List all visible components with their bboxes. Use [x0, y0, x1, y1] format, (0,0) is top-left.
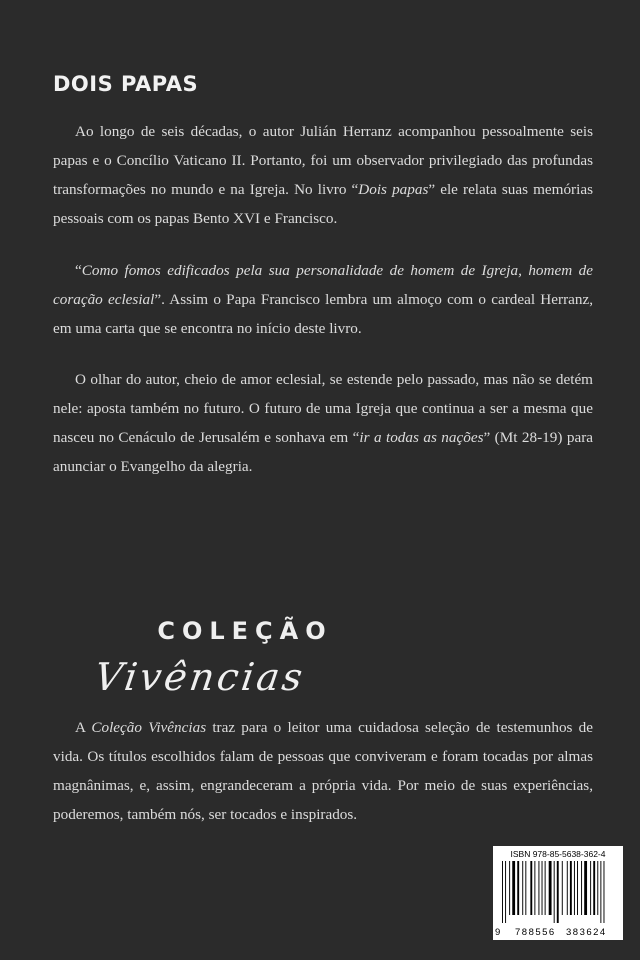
- collection-script-title: Vivências: [91, 655, 309, 699]
- barcode-digits-left: 788556: [515, 927, 556, 938]
- book-title: DOIS PAPAS: [53, 72, 199, 96]
- text-run: ” (Mt 28-19) para anunciar o Evangelho da alegria.: [53, 429, 593, 475]
- text-run: ” ele relata suas memórias pessoais com os papas Bento XVI e Francisco.: [53, 181, 593, 227]
- isbn-label: ISBN 978-85-5638-362-4: [510, 849, 606, 859]
- italic-quote: Como fomos edificados pela sua personalidade de homem de Igreja, homem de coração eclesial: [53, 262, 593, 308]
- collection-description: [53, 713, 593, 829]
- isbn-barcode: [493, 846, 623, 940]
- barcode-bars: [502, 861, 614, 923]
- text-run: ”. Assim o Papa Francisco lembra um almoço com o cardeal Herranz, em uma carta que se encontra no início deste livro.: [53, 291, 593, 337]
- italic-quote: ir a todas as nações: [359, 429, 484, 446]
- collection-label: COLEÇÃO: [157, 617, 333, 645]
- italic-collection-name: Coleção Vivências: [91, 719, 207, 736]
- synopsis-paragraph-3: [53, 365, 593, 481]
- text-run: traz para o leitor uma cuidadosa seleção de testemunhos de vida. Os títulos escolhidos falam de pessoas que conviveram e foram tocadas por almas magnânimas, e, assim, engrandeceram a própria vida. Por meio de suas experiências, poderemos, também nós, ser tocados e inspirados.: [53, 719, 593, 823]
- italic-book-title: Dois papas: [358, 181, 429, 198]
- text-run: “: [75, 262, 82, 279]
- barcode-digit-lead: 9: [495, 927, 501, 938]
- text-run: A: [75, 719, 92, 736]
- text-run: O olhar do autor, cheio de amor eclesial, se estende pelo passado, mas não se detém nele: aposta também no futuro. O futuro de uma Igreja que continua a ser a mesma que nasceu no Cenáculo de Jerusalém e sonhava em “: [53, 371, 593, 446]
- synopsis-paragraph-1: [53, 117, 593, 233]
- barcode-digits-right: 383624: [566, 927, 607, 938]
- synopsis-paragraph-2: [53, 256, 593, 343]
- text-run: Ao longo de seis décadas, o autor Julián Herranz acompanhou pessoalmente seis papas e o Concílio Vaticano II. Portanto, foi um observador privilegiado das profundas transformações no mundo e na Igreja. No livro “: [53, 123, 593, 198]
